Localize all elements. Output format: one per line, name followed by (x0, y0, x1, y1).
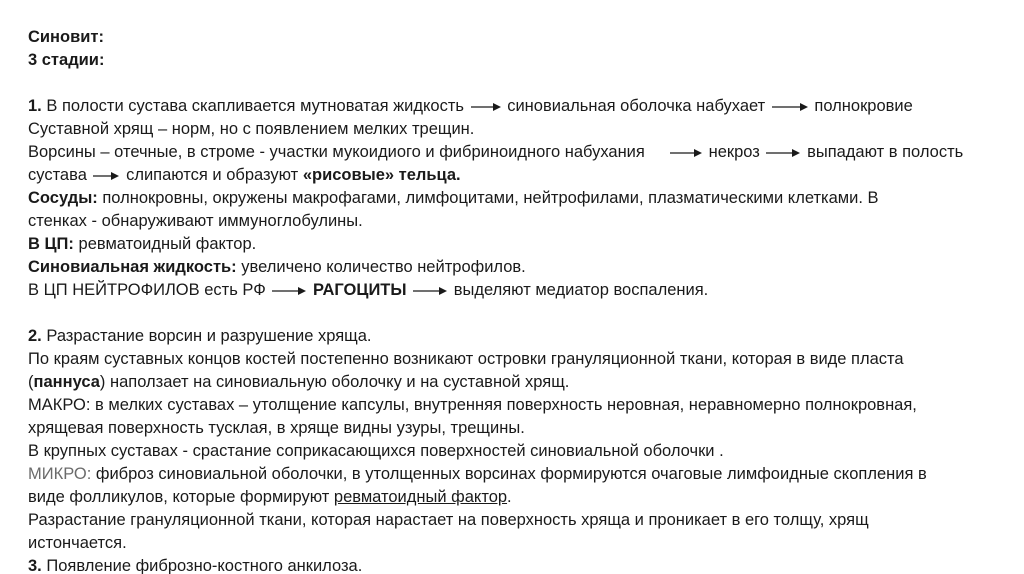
vessels-text: полнокровны, окружены макрофагами, лимфоцитами, нейтрофилами, плазматическими клетками. В (102, 189, 879, 207)
stage1-line3 (28, 141, 1004, 164)
cp-text: ревматоидный фактор. (78, 235, 257, 253)
subtitle-line (28, 49, 1004, 72)
stage1-line1 (28, 95, 1004, 118)
fluid-text: увеличено количество нейтрофилов. (241, 258, 526, 276)
arrow-right-icon (272, 286, 306, 296)
stage1-text: В полости сустава скапливается мутноватая жидкость (46, 97, 465, 115)
subtitle: 3 стадии: (28, 51, 105, 69)
arrow-right-icon (670, 148, 702, 158)
micro-line1 (28, 463, 1004, 486)
stage1-line2: Суставной хрящ – норм, но с появлением мелких трещин. (28, 120, 475, 138)
stage2-title: Разрастание ворсин и разрушение хряща. (46, 327, 372, 345)
large-joints-line: В крупных суставах - срастание соприкасающихся поверхностей синовиальной оболочки . (28, 442, 724, 460)
vessels-line2: стенках - обнаруживают иммуноглобулины. (28, 212, 363, 230)
micro-line2 (28, 486, 1004, 509)
arrow-right-icon (93, 171, 119, 181)
stage1-text: полнокровие (814, 97, 913, 115)
title: Синовит: (28, 28, 104, 46)
stage2-number: 2. (28, 327, 42, 345)
pannus-term: паннуса (33, 373, 100, 391)
stage2-text: ( (28, 373, 34, 391)
stage2-p1: По краям суставных концов костей постепенно возникают островки грануляционной ткани, которая в виде пласта (28, 350, 904, 368)
micro-text: фиброз синовиальной оболочки, в утолщенных ворсинах формируются очаговые лимфоидные скопления в (95, 465, 927, 483)
stage1-number: 1. (28, 97, 42, 115)
stage3-number: 3. (28, 557, 42, 574)
stage1-text: слипаются и образуют (126, 166, 299, 184)
granulation-line1: Разрастание грануляционной ткани, которая нарастает на поверхность хряща и проникает в его толщу, хрящ (28, 511, 869, 529)
cp-label: В ЦП: (28, 235, 74, 253)
arrow-right-icon (772, 102, 808, 112)
micro-text: виде фолликулов, которые формируют (28, 488, 330, 506)
fluid-label: Синовиальная жидкость: (28, 258, 237, 276)
stage1-line4 (28, 164, 1004, 187)
granulation-line2: истончается. (28, 534, 127, 552)
cp-line (28, 233, 1004, 256)
slide-content (28, 26, 1004, 574)
arrow-right-icon (471, 102, 501, 112)
vessels-label: Сосуды: (28, 189, 98, 207)
stage3-title: Появление фиброзно-костного анкилоза. (46, 557, 363, 574)
ragocytes-line (28, 279, 1004, 302)
title-line (28, 26, 1004, 49)
stage1-text: Ворсины – отечные, в строме - участки мукоидиого и фибриноидного набухания (28, 143, 645, 161)
stage3-title-line (28, 555, 1004, 574)
stage1-text: синовиальная оболочка набухает (507, 97, 766, 115)
stage1-text: выделяют медиатор воспаления. (453, 281, 709, 299)
micro-label: МИКРО: (28, 465, 92, 483)
rice-bodies-term: «рисовые» тельца. (302, 166, 461, 184)
stage1-text: выпадают в полость (807, 143, 964, 161)
micro-text: . (507, 488, 512, 506)
fluid-line (28, 256, 1004, 279)
stage1-text: сустава (28, 166, 87, 184)
stage1-text: В ЦП НЕЙТРОФИЛОВ есть РФ (28, 281, 266, 299)
stage2-p2 (28, 371, 1004, 394)
rheumatoid-factor-term: ревматоидный фактор (333, 488, 508, 506)
arrow-right-icon (766, 148, 800, 158)
vessels-line1 (28, 187, 1004, 210)
spacer (28, 302, 1004, 325)
spacer (28, 72, 1004, 95)
arrow-right-icon (413, 286, 447, 296)
macro-line2: хрящевая поверхность тусклая, в хряще видны узуры, трещины. (28, 419, 525, 437)
stage1-text: некроз (708, 143, 760, 161)
ragocytes-term: РАГОЦИТЫ (312, 281, 407, 299)
macro-line1: МАКРО: в мелких суставах – утолщение капсулы, внутренняя поверхность неровная, неравномерно полнокровная, (28, 396, 917, 414)
stage2-text: ) наползает на синовиальную оболочку и на суставной хрящ. (99, 373, 570, 391)
stage2-title-line (28, 325, 1004, 348)
